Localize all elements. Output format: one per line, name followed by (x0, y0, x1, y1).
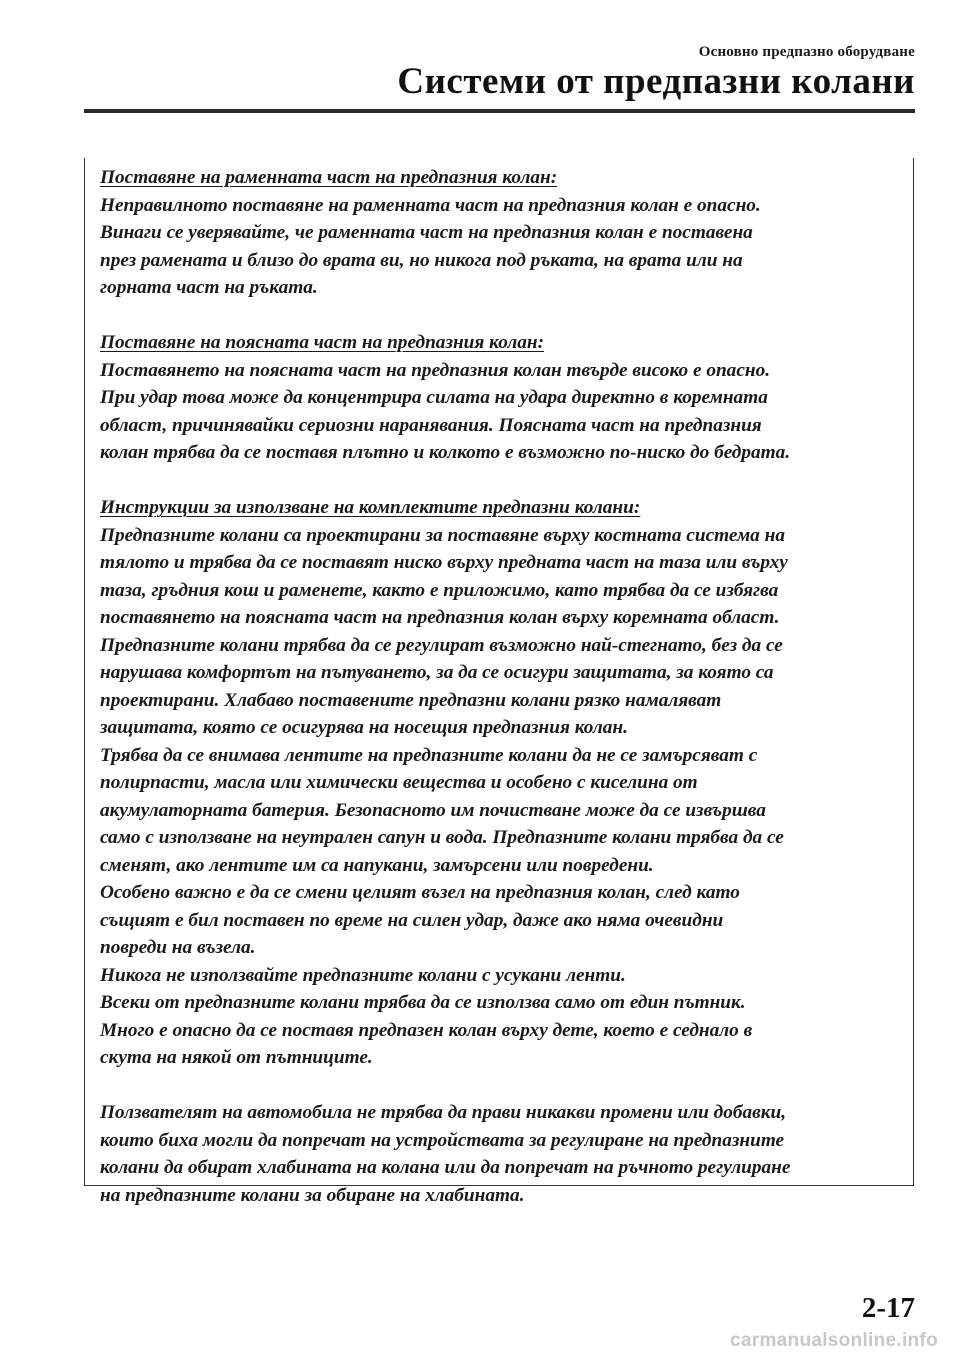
text-line: Никога не използвайте предпазните колани с усукани ленти. (100, 964, 626, 986)
lap-belt-title: Поставяне на поясната част на предпазния колан: (100, 332, 545, 353)
text-line: Поставянето на поясната част на предпазния колан твърде високо е опасно. (100, 359, 771, 381)
watermark: carmanualsonline.info (730, 1330, 938, 1351)
text-line: таза, гръдния кош и рамeнете, както е приложимо, като трябва да се избягва (100, 579, 779, 601)
text-line: колани да обират хлабината на колана или да попречат на ръчното регулиране (100, 1157, 791, 1178)
paragraph-gap (100, 1072, 908, 1100)
text-line: нарушава комфортът на пътуването, за да се осигури защитата, за която са (100, 662, 774, 683)
section-heading: Основно предпазно оборудване (698, 44, 915, 60)
text-line: проектирани. Хлабаво поставените предпазни колани рязко намаляват (100, 689, 722, 711)
shoulder-belt-title: Поставяне на раменната част на предпазния колан: (100, 167, 558, 188)
text-line: поставянето на поясната част на предпазния колан върху коремната област. (100, 607, 780, 628)
text-line: скута на някой от пътниците. (100, 1047, 373, 1068)
text-line: през рамената и близо до врата ви, но никога под ръката, на врата или на (100, 249, 743, 271)
text-line: само с използване на неутрален сапун и вода. Предпазните колани трябва да се (100, 827, 784, 848)
lap-belt-text (100, 357, 908, 467)
text-line: колан трябва да се поставя плътно и колкото е възможно по-ниско до бедрата. (100, 442, 791, 463)
header-divider (84, 109, 915, 113)
text-line: същият е бил поставен по време на силен удар, даже ако няма очевидни (100, 909, 724, 931)
text-line: защитата, която се осигурява на носещия предпазния колан. (100, 717, 628, 738)
text-line: които биха могли да попречат на устройствата за регулиране на предпазните (100, 1129, 785, 1151)
paragraph-gap (100, 302, 908, 330)
text-line: Ползвателят на автомобила не трябва да прави никакви промени или добавки, (100, 1102, 787, 1123)
instructions-text (100, 522, 908, 1072)
text-line: акумулаторната батерия. Безопасното им почистване може да се извършва (100, 799, 766, 821)
instructions-title: Инструкции за използване на комплектите предпазни колани: (100, 497, 641, 518)
text-line: тялото и трябва да се поставят ниско върху предната част на таза или върху (100, 552, 788, 573)
text-line: Предпазните колани трябва да се регулират възможно най-стегнато, без да се (100, 634, 783, 656)
text-line: Трябва да се внимава лентите на предпазните колани да не се замърсяват с (100, 744, 758, 766)
text-line: полирпасти, масла или химически вещества и особено с киселина от (100, 772, 698, 793)
text-line: Всеки от предпазните колани трябва да се използва само от един пътник. (100, 992, 746, 1013)
text-line: При удар това може да концентрира силата на удара директно в коремната (100, 387, 768, 408)
text-line: Много е опасно да се поставя предпазен колан върху дете, което е седнало в (100, 1019, 753, 1041)
text-line: на предпазните колани за обиране на хлабината. (100, 1184, 525, 1206)
text-line: Винаги се уверявайте, че раменната част на предпазния колан е поставена (100, 222, 753, 243)
modifications-text (100, 1099, 908, 1209)
text-line: област, причинявайки сериозни наранявания. Поясната част на предпазния (100, 414, 762, 436)
paragraph-gap (100, 467, 908, 495)
warning-box (84, 158, 914, 1206)
warning-content (100, 164, 908, 1209)
page-title: Системи от предпазни колани (397, 61, 915, 102)
text-line: Предпазните колани са проектирани за поставяне върху костната система на (100, 524, 785, 546)
shoulder-belt-text (100, 192, 908, 302)
page-number: 2-17 (861, 1292, 915, 1324)
text-line: Неправилното поставяне на раменната част на предпазния колан е опасно. (100, 194, 761, 216)
text-line: горната част на ръката. (100, 277, 318, 298)
text-line: повреди на възела. (100, 937, 256, 958)
text-line: сменят, ако лентите им са напукани, замърсени или повредени. (100, 854, 654, 876)
text-line: Особено важно е да се смени целият възел на предпазния колан, след като (100, 882, 740, 903)
